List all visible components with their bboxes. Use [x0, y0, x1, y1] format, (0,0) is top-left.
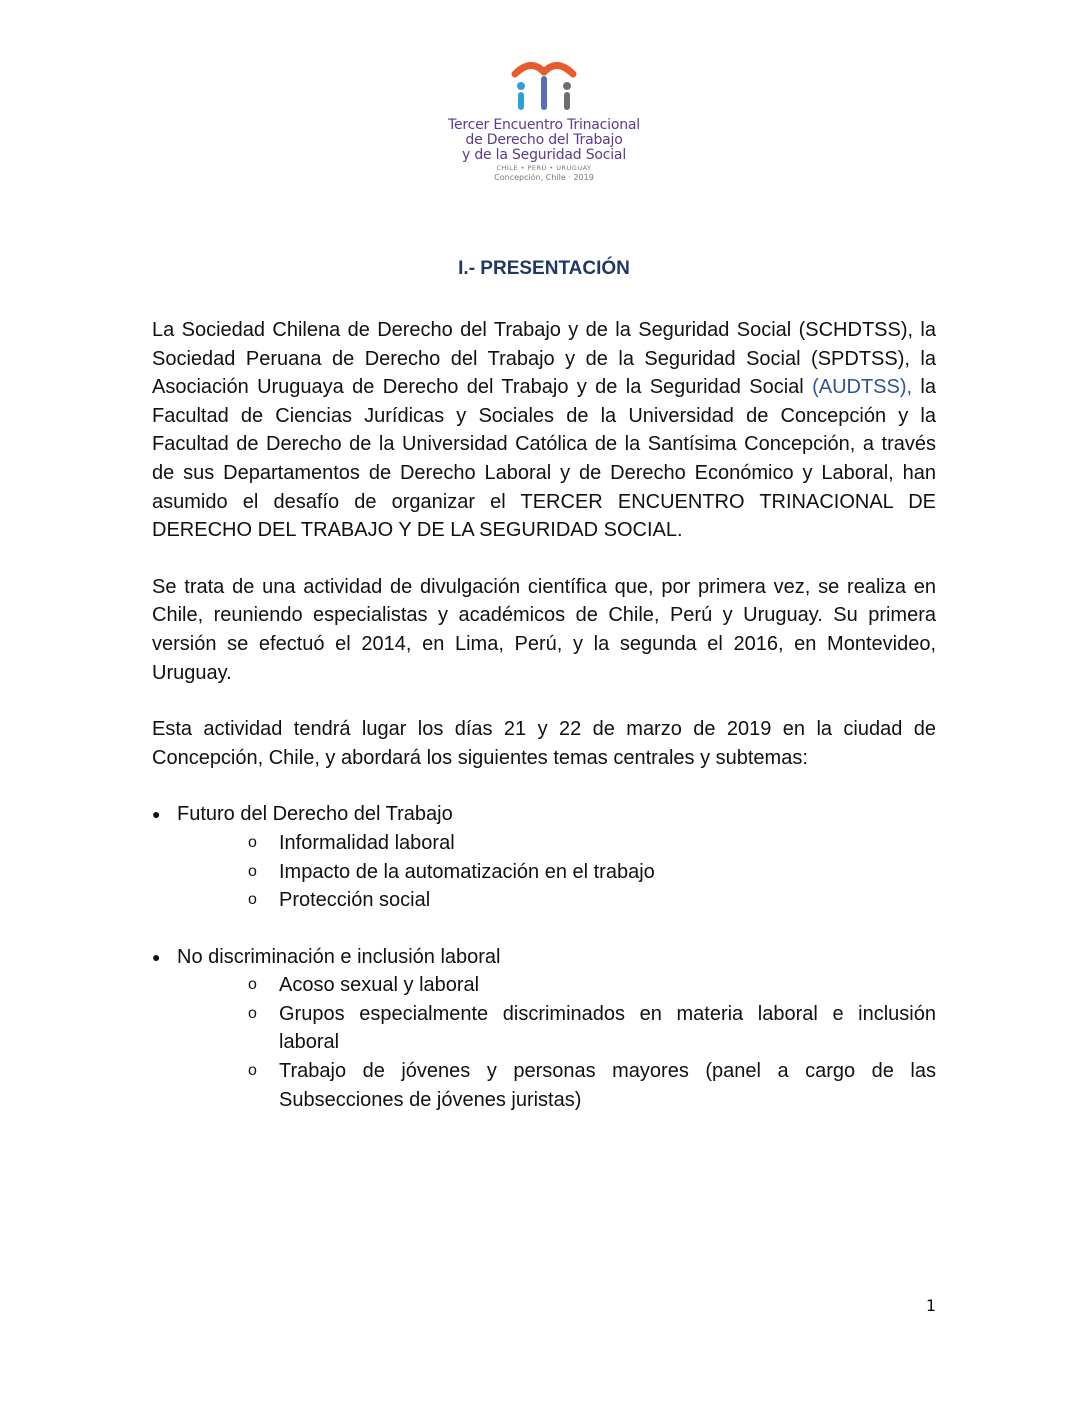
subtopic-label: Impacto de la automatización en el trabajo [279, 860, 655, 883]
topic-label: No discriminación e inclusión laboral [177, 945, 501, 968]
section-title: I.- PRESENTACIÓN [458, 258, 630, 279]
circle-bullet-icon: o [248, 976, 257, 994]
subtopic-item [152, 1000, 936, 1057]
three-figures-logo-icon [509, 60, 579, 112]
subtopic-list [152, 829, 936, 915]
logo-line-1: Tercer Encuentro Trinacional [448, 117, 640, 133]
logo-line-3: y de la Seguridad Social [461, 147, 627, 163]
document-body [152, 316, 936, 1114]
subtopic-label: Trabajo de jóvenes y personas mayores (panel a cargo de las Subsecciones de jóvenes juristas) [279, 1060, 936, 1111]
subtopic-list [152, 971, 936, 1114]
logo-place: Concepción, Chile · 2019 [494, 173, 594, 182]
circle-bullet-icon: o [248, 862, 257, 880]
bullet-icon: ● [152, 806, 161, 823]
paragraph-intro-part-a: La Sociedad Chilena de Derecho del Trabajo y de la Seguridad Social (SCHDTSS), la Sociedad Peruana de Derecho del Trabajo y de la Seguridad Social (SPDTSS), la Asociación Uruguaya de Derecho del Trabajo y de la Seguridad Social [152, 319, 936, 399]
subtopic-item [152, 829, 936, 858]
circle-bullet-icon: o [248, 833, 257, 851]
subtopic-item [152, 858, 936, 887]
page-number: 1 [925, 1296, 936, 1315]
logo-countries: CHILE • PERÚ • URUGUAY [496, 164, 592, 172]
topic-label: Futuro del Derecho del Trabajo [177, 803, 453, 826]
subtopic-label: Protección social [279, 889, 431, 912]
paragraph-activity: Se trata de una actividad de divulgación científica que, por primera vez, se realiza en Chile, reuniendo especialistas y académicos de Chile, Perú y Uruguay. Su primera versión se efectuó el 2014, en Lima, Perú, y la segunda el 2016, en Montevideo, Uruguay. [152, 575, 936, 684]
circle-bullet-icon: o [248, 891, 257, 909]
logo-line-2: de Derecho del Trabajo [465, 132, 623, 148]
topic-item [152, 800, 936, 914]
topic-item [152, 943, 936, 1115]
paragraph-intro [152, 316, 936, 545]
paragraph-dates: Esta actividad tendrá lugar los días 21 y 22 de marzo de 2019 en la ciudad de Concepción, Chile, y abordará los siguientes temas centrales y subtemas: [152, 718, 936, 769]
subtopic-item [152, 1057, 936, 1114]
circle-bullet-icon: o [248, 1004, 257, 1022]
subtopic-label: Informalidad laboral [279, 831, 455, 854]
event-logo [420, 60, 668, 183]
subtopic-item [152, 971, 936, 1000]
subtopic-label: Acoso sexual y laboral [279, 974, 480, 997]
paragraph-intro-part-b: la Facultad de Ciencias Jurídicas y Sociales de la Universidad de Concepción y la Facultad de Derecho de la Universidad Católica de la Santísima Concepción, a través de sus Departamentos de Derecho Laboral y de Derecho Económico y Laboral, han asumido el desafío de organizar el TERCER ENCUENTRO TRINACIONAL DE DERECHO DEL TRABAJO Y DE LA SEGURIDAD SOCIAL. [152, 376, 936, 542]
bullet-icon: ● [152, 948, 161, 965]
circle-bullet-icon: o [248, 1062, 257, 1080]
audtss-acronym: (AUDTSS), [812, 376, 913, 399]
subtopic-item [152, 886, 936, 915]
subtopic-label: Grupos especialmente discriminados en materia laboral e inclusión laboral [279, 1002, 936, 1054]
